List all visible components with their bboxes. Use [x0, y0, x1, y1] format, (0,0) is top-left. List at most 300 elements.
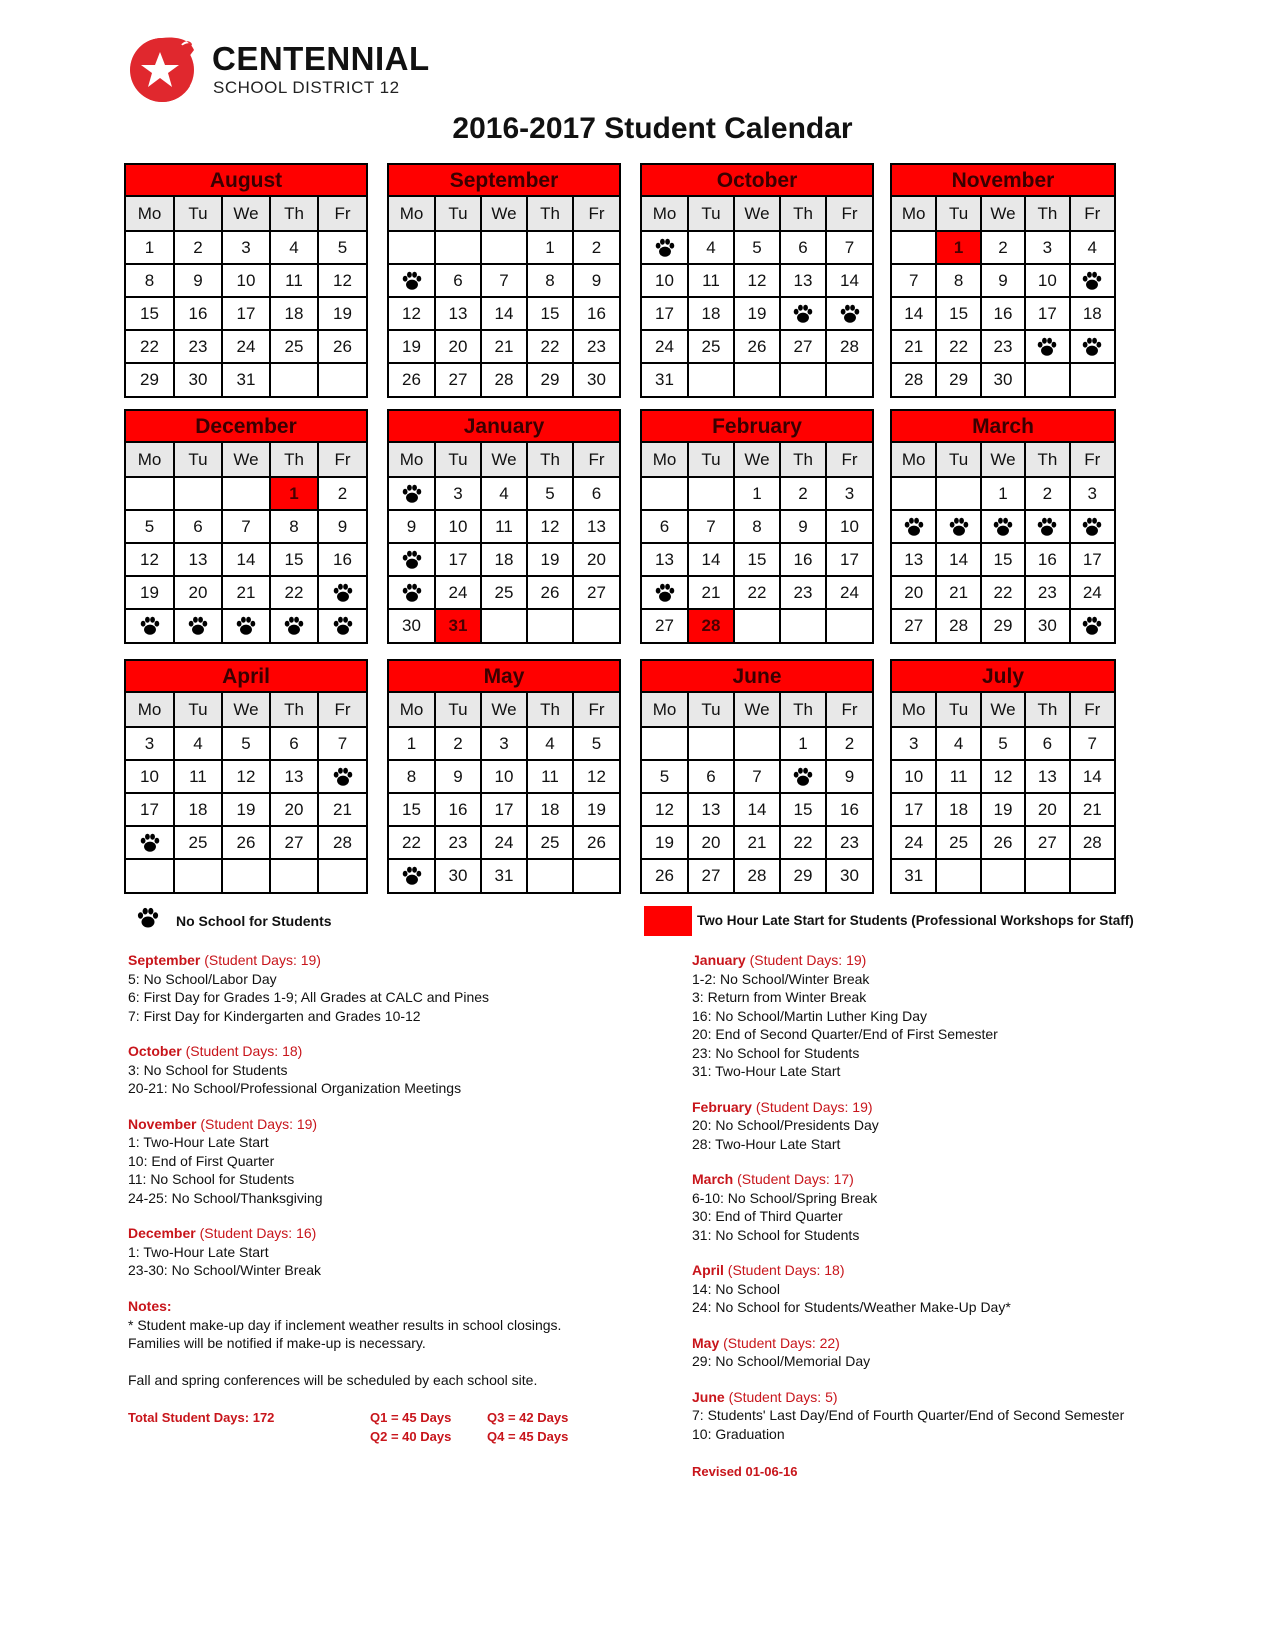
notes-month-block [692, 1388, 1162, 1444]
day-cell: 28 [936, 609, 980, 642]
day-cell: 15 [780, 793, 826, 826]
notes-event-item: 3: Return from Winter Break [692, 989, 867, 1005]
day-cell: 3 [481, 727, 527, 760]
day-cell: 23 [174, 330, 222, 363]
student-days-count: (Student Days: 17) [737, 1171, 854, 1187]
weekday-header: Tu [936, 693, 980, 727]
month-calendar-april [124, 659, 368, 894]
day-cell: 15 [936, 297, 980, 330]
day-cell: 15 [734, 543, 780, 576]
notes-month-heading [692, 1334, 1162, 1353]
weekday-header: Fr [826, 443, 872, 477]
student-days-count: (Student Days: 18) [185, 1043, 303, 1059]
month-calendar-september [387, 163, 621, 398]
day-cell: 11 [527, 760, 573, 793]
day-cell: 26 [573, 826, 619, 859]
day-cell: 18 [174, 793, 222, 826]
weekday-header: Mo [389, 197, 435, 231]
weekday-header: Fr [1070, 693, 1114, 727]
weekday-header: Mo [892, 693, 936, 727]
day-cell: 21 [481, 330, 527, 363]
day-cell: 6 [642, 510, 688, 543]
day-cell: 27 [642, 609, 688, 642]
month-header: February [642, 411, 872, 443]
day-cell: 17 [826, 543, 872, 576]
day-cell: 17 [1025, 297, 1069, 330]
day-cell: 21 [222, 576, 270, 609]
paw-print-icon [187, 615, 209, 637]
weekday-header: Fr [1070, 443, 1114, 477]
empty-cell [222, 477, 270, 510]
day-cell: 15 [270, 543, 318, 576]
day-cell: 28 [826, 330, 872, 363]
day-cell: 21 [936, 576, 980, 609]
day-cell: 4 [270, 231, 318, 264]
day-cell: 22 [270, 576, 318, 609]
month-calendar-december [124, 409, 368, 644]
day-cell: 8 [126, 264, 174, 297]
day-cell: 9 [780, 510, 826, 543]
weekday-header: We [481, 197, 527, 231]
day-cell: 16 [780, 543, 826, 576]
day-cell: 20 [435, 330, 481, 363]
day-cell: 27 [892, 609, 936, 642]
notes-event-item: 7: Students' Last Day/End of Fourth Quarter/End of Second Semester [692, 1407, 1125, 1423]
weekday-header: We [734, 197, 780, 231]
notes-event-item: 10: End of First Quarter [128, 1152, 275, 1169]
day-cell: 13 [688, 793, 734, 826]
paw-print-icon [792, 303, 814, 325]
day-cell: 12 [527, 510, 573, 543]
paw-print-icon [1036, 516, 1058, 538]
day-cell: 11 [481, 510, 527, 543]
day-cell: 23 [1025, 576, 1069, 609]
day-cell: 31 [642, 363, 688, 396]
empty-cell [688, 363, 734, 396]
notes-month-name: September [128, 952, 201, 968]
paw-print-icon [1081, 270, 1103, 292]
paw-print-icon [792, 766, 814, 788]
day-cell: 19 [981, 793, 1025, 826]
day-cell: 29 [936, 363, 980, 396]
no-school-day [892, 510, 936, 543]
month-calendar-june [640, 659, 874, 894]
paw-print-icon [139, 832, 161, 854]
month-calendar-november [890, 163, 1116, 398]
weekday-header: Th [270, 443, 318, 477]
weekday-header: Mo [892, 197, 936, 231]
day-cell: 28 [1070, 826, 1114, 859]
empty-cell [826, 609, 872, 642]
day-cell: 24 [481, 826, 527, 859]
empty-cell [688, 727, 734, 760]
day-cell: 8 [936, 264, 980, 297]
day-cell: 19 [318, 297, 366, 330]
day-cell: 10 [892, 760, 936, 793]
student-days-count: (Student Days: 19) [204, 952, 321, 968]
day-cell: 2 [981, 231, 1025, 264]
day-cell: 9 [573, 264, 619, 297]
weekday-header: Mo [389, 693, 435, 727]
notes-month-block [692, 1261, 1162, 1317]
day-cell: 29 [126, 363, 174, 396]
late-start-day: 1 [270, 477, 318, 510]
notes-month-name: October [128, 1043, 182, 1059]
weekday-header: Fr [1070, 197, 1114, 231]
weekday-header: Tu [174, 693, 222, 727]
month-header: March [892, 411, 1114, 443]
paw-print-icon [136, 906, 160, 930]
weekday-header: Fr [318, 443, 366, 477]
no-school-day [389, 264, 435, 297]
month-header: September [389, 165, 619, 197]
quarter-q4-days: Q4 = 45 Days [487, 1429, 569, 1444]
day-cell: 8 [389, 760, 435, 793]
day-cell: 21 [734, 826, 780, 859]
notes-event-item: 30: End of Third Quarter [692, 1208, 843, 1224]
student-days-count: (Student Days: 19) [755, 1098, 873, 1115]
empty-cell [174, 477, 222, 510]
notes-month-heading [128, 951, 608, 970]
day-cell: 11 [936, 760, 980, 793]
day-cell: 9 [981, 264, 1025, 297]
day-cell: 11 [270, 264, 318, 297]
day-cell: 2 [1025, 477, 1069, 510]
student-days-count: (Student Days: 22) [723, 1334, 840, 1351]
day-cell: 23 [826, 826, 872, 859]
day-cell: 4 [936, 727, 980, 760]
weekday-header: Th [1025, 693, 1069, 727]
day-cell: 27 [435, 363, 481, 396]
day-cell: 27 [270, 826, 318, 859]
day-cell: 4 [688, 231, 734, 264]
notes-month-block [692, 951, 1162, 1081]
paw-print-icon [401, 865, 423, 887]
day-cell: 5 [126, 510, 174, 543]
empty-cell [734, 363, 780, 396]
notes-event-item: 11: No School for Students [128, 1171, 295, 1187]
notes-event-item: 23-30: No School/Winter Break [128, 1262, 321, 1278]
day-cell: 19 [222, 793, 270, 826]
day-cell: 12 [222, 760, 270, 793]
quarter-q3-days: Q3 = 42 Days [487, 1410, 569, 1425]
day-cell: 7 [688, 510, 734, 543]
month-header: October [642, 165, 872, 197]
day-cell: 28 [481, 363, 527, 396]
day-cell: 14 [1070, 760, 1114, 793]
notes-event-item: 24-25: No School/Thanksgiving [128, 1189, 323, 1206]
day-cell: 20 [174, 576, 222, 609]
day-cell: 17 [1070, 543, 1114, 576]
notes-event-item: 14: No School [692, 1280, 780, 1297]
weekday-header: We [222, 693, 270, 727]
day-cell: 30 [826, 859, 872, 892]
day-cell: 1 [780, 727, 826, 760]
total-student-days: Total Student Days: 172 [128, 1410, 275, 1425]
empty-cell [642, 477, 688, 510]
no-school-day [1070, 609, 1114, 642]
day-cell: 3 [892, 727, 936, 760]
notes-event-item: 1-2: No School/Winter Break [692, 970, 870, 987]
day-cell: 6 [573, 477, 619, 510]
notes-month-heading [128, 1115, 608, 1134]
quarter-q2-days: Q2 = 40 Days [370, 1429, 452, 1444]
notes-event-item: 24: No School for Students/Weather Make-Up Day* [692, 1299, 1011, 1315]
day-cell: 9 [318, 510, 366, 543]
day-cell: 2 [573, 231, 619, 264]
no-school-day [780, 760, 826, 793]
notes-month-heading [692, 1261, 1162, 1280]
weekday-header: Tu [435, 693, 481, 727]
no-school-day [1070, 264, 1114, 297]
weekday-header: Fr [318, 693, 366, 727]
day-cell: 6 [174, 510, 222, 543]
day-cell: 17 [892, 793, 936, 826]
day-cell: 17 [481, 793, 527, 826]
day-cell: 4 [1070, 231, 1114, 264]
weekday-header: Mo [642, 693, 688, 727]
day-cell: 22 [527, 330, 573, 363]
no-school-day [642, 576, 688, 609]
day-cell: 28 [734, 859, 780, 892]
no-school-day [780, 297, 826, 330]
empty-cell [270, 363, 318, 396]
day-cell: 18 [1070, 297, 1114, 330]
paw-print-icon [1081, 615, 1103, 637]
day-cell: 7 [826, 231, 872, 264]
day-cell: 18 [688, 297, 734, 330]
day-cell: 8 [734, 510, 780, 543]
day-cell: 23 [435, 826, 481, 859]
day-cell: 7 [734, 760, 780, 793]
day-cell: 3 [222, 231, 270, 264]
month-calendar-october [640, 163, 874, 398]
day-cell: 30 [389, 609, 435, 642]
day-cell: 30 [1025, 609, 1069, 642]
empty-cell [826, 363, 872, 396]
day-cell: 25 [270, 330, 318, 363]
paw-print-icon [235, 615, 257, 637]
day-cell: 6 [688, 760, 734, 793]
no-school-day [389, 576, 435, 609]
weekday-header: Th [780, 197, 826, 231]
day-cell: 19 [642, 826, 688, 859]
empty-cell [1070, 859, 1114, 892]
paw-print-icon [1036, 336, 1058, 358]
empty-cell [892, 477, 936, 510]
late-start-day: 31 [435, 609, 481, 642]
day-cell: 5 [642, 760, 688, 793]
notes-month-block [692, 1334, 1162, 1371]
empty-cell [981, 859, 1025, 892]
notes-left-column [128, 951, 608, 1297]
day-cell: 21 [688, 576, 734, 609]
day-cell: 13 [174, 543, 222, 576]
weekday-header: Fr [573, 197, 619, 231]
day-cell: 26 [527, 576, 573, 609]
empty-cell [270, 859, 318, 892]
day-cell: 2 [826, 727, 872, 760]
empty-cell [527, 859, 573, 892]
notes-month-heading [692, 951, 1162, 970]
day-cell: 15 [527, 297, 573, 330]
day-cell: 13 [573, 510, 619, 543]
weekday-header: Th [527, 443, 573, 477]
day-cell: 27 [688, 859, 734, 892]
day-cell: 30 [573, 363, 619, 396]
weekday-header: We [981, 197, 1025, 231]
day-cell: 15 [126, 297, 174, 330]
paw-print-icon [992, 516, 1014, 538]
day-cell: 13 [435, 297, 481, 330]
day-cell: 4 [174, 727, 222, 760]
notes-line: * Student make-up day if inclement weather results in school closings. [128, 1316, 562, 1333]
weekday-header: Tu [936, 197, 980, 231]
paw-print-icon [139, 615, 161, 637]
weekday-header: We [222, 443, 270, 477]
no-school-day [1025, 330, 1069, 363]
month-header: August [126, 165, 366, 197]
notes-event-item: 20: End of Second Quarter/End of First Semester [692, 1026, 998, 1042]
day-cell: 25 [174, 826, 222, 859]
empty-cell [688, 477, 734, 510]
weekday-header: Fr [826, 693, 872, 727]
notes-month-name: April [692, 1262, 724, 1278]
notes-month-block [128, 951, 608, 1025]
notes-event-item: 1: Two-Hour Late Start [128, 1243, 269, 1260]
day-cell: 27 [573, 576, 619, 609]
day-cell: 5 [527, 477, 573, 510]
no-school-day [642, 231, 688, 264]
notes-event-item: 6: First Day for Grades 1-9; All Grades at CALC and Pines [128, 989, 490, 1005]
day-cell: 16 [1025, 543, 1069, 576]
month-header: June [642, 661, 872, 693]
day-cell: 6 [435, 264, 481, 297]
day-cell: 20 [1025, 793, 1069, 826]
day-cell: 18 [481, 543, 527, 576]
day-cell: 18 [527, 793, 573, 826]
day-cell: 17 [126, 793, 174, 826]
no-school-day [318, 576, 366, 609]
day-cell: 12 [573, 760, 619, 793]
day-cell: 11 [174, 760, 222, 793]
day-cell: 26 [734, 330, 780, 363]
weekday-header: We [981, 443, 1025, 477]
day-cell: 16 [435, 793, 481, 826]
day-cell: 2 [435, 727, 481, 760]
day-cell: 27 [780, 330, 826, 363]
no-school-day [389, 477, 435, 510]
day-cell: 28 [318, 826, 366, 859]
empty-cell [1025, 363, 1069, 396]
day-cell: 19 [573, 793, 619, 826]
notes-month-block [692, 1170, 1162, 1244]
day-cell: 15 [981, 543, 1025, 576]
day-cell: 20 [270, 793, 318, 826]
day-cell: 20 [892, 576, 936, 609]
notes-month-name: March [692, 1171, 734, 1187]
day-cell: 10 [126, 760, 174, 793]
empty-cell [780, 609, 826, 642]
day-cell: 18 [936, 793, 980, 826]
day-cell: 20 [573, 543, 619, 576]
day-cell: 2 [780, 477, 826, 510]
no-school-day [318, 760, 366, 793]
notes-line: Fall and spring conferences will be scheduled by each school site. [128, 1371, 538, 1388]
no-school-day [389, 543, 435, 576]
notes-event-item: 3: No School for Students [128, 1061, 288, 1078]
day-cell: 14 [481, 297, 527, 330]
day-cell: 22 [936, 330, 980, 363]
day-cell: 19 [734, 297, 780, 330]
day-cell: 2 [174, 231, 222, 264]
notes-month-name: May [692, 1334, 720, 1351]
day-cell: 16 [318, 543, 366, 576]
day-cell: 15 [389, 793, 435, 826]
day-cell: 13 [270, 760, 318, 793]
weekday-header: Tu [174, 443, 222, 477]
day-cell: 7 [481, 264, 527, 297]
notes-month-heading [692, 1098, 1162, 1117]
day-cell: 5 [222, 727, 270, 760]
day-cell: 16 [981, 297, 1025, 330]
month-header: November [892, 165, 1114, 197]
day-cell: 12 [318, 264, 366, 297]
month-header: January [389, 411, 619, 443]
day-cell: 14 [826, 264, 872, 297]
page-title: 2016-2017 Student Calendar [452, 112, 853, 145]
paw-print-icon [1081, 336, 1103, 358]
weekday-header: Mo [126, 197, 174, 231]
day-cell: 16 [573, 297, 619, 330]
empty-cell [734, 727, 780, 760]
weekday-header: Th [780, 443, 826, 477]
no-school-day [1070, 330, 1114, 363]
no-school-day [981, 510, 1025, 543]
weekday-header: Mo [126, 693, 174, 727]
no-school-day [389, 859, 435, 892]
no-school-day [936, 510, 980, 543]
day-cell: 26 [389, 363, 435, 396]
day-cell: 1 [981, 477, 1025, 510]
empty-cell [389, 231, 435, 264]
student-days-count: (Student Days: 19) [200, 1115, 318, 1132]
notes-event-item: 23: No School for Students [692, 1044, 860, 1061]
weekday-header: Fr [826, 197, 872, 231]
paw-print-icon [654, 582, 676, 604]
no-school-day [270, 609, 318, 642]
notes-event-item: 7: First Day for Kindergarten and Grades 10-12 [128, 1007, 421, 1024]
day-cell: 24 [892, 826, 936, 859]
day-cell: 28 [892, 363, 936, 396]
paw-print-icon [1081, 516, 1103, 538]
notes-event-item: 20: No School/Presidents Day [692, 1117, 879, 1133]
empty-cell [1025, 859, 1069, 892]
day-cell: 26 [981, 826, 1025, 859]
day-cell: 29 [981, 609, 1025, 642]
notes-line: Families will be notified if make-up is necessary. [128, 1335, 426, 1351]
empty-cell [126, 859, 174, 892]
day-cell: 22 [734, 576, 780, 609]
logo-name: CENTENNIAL [212, 40, 430, 77]
day-cell: 30 [435, 859, 481, 892]
day-cell: 1 [389, 727, 435, 760]
notes-month-heading [128, 1224, 608, 1243]
empty-cell [318, 859, 366, 892]
day-cell: 18 [270, 297, 318, 330]
month-calendar-may [387, 659, 621, 894]
empty-cell [734, 609, 780, 642]
